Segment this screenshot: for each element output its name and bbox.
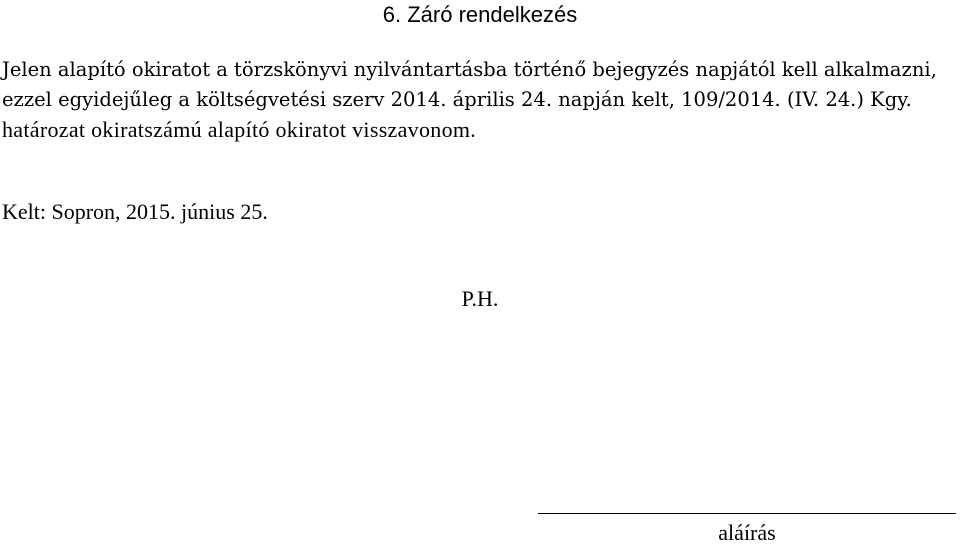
place-and-date: Kelt: Sopron, 2015. június 25. — [2, 199, 268, 224]
paragraph-line: határozat okiratszámú alapító okiratot visszavonom. — [2, 117, 477, 142]
paragraph-line: Jelen alapító okiratot a törzskönyvi nyilvántartásba történő bejegyzés napjától kell alkalmazni, — [2, 58, 937, 81]
signature-label: aláírás — [718, 520, 776, 545]
closing-provision-text — [2, 55, 958, 145]
paragraph-line: ezzel egyidejűleg a költségvetési szerv 2014. április 24. napján kelt, 109/2014. (IV. 24.) Kgy. — [2, 88, 912, 111]
seal-placeholder: P.H. — [461, 286, 499, 311]
section-title: 6. Záró rendelkezés — [382, 2, 578, 27]
signature-line — [538, 513, 956, 514]
